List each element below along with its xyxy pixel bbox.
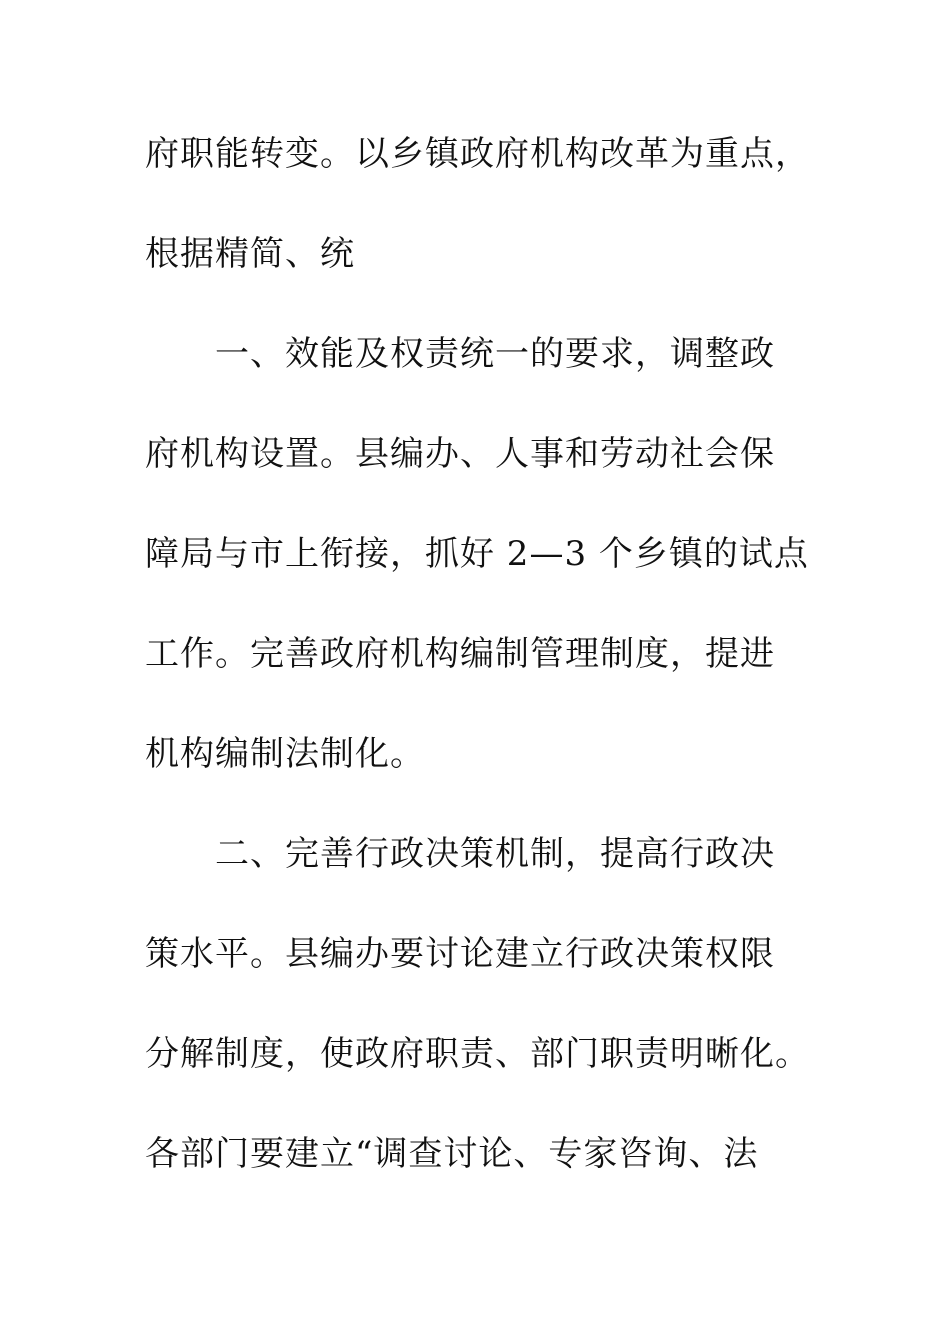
paragraph-1-first-line: 一、效能及权责统一的要求，调整政 <box>215 334 775 374</box>
text-line-10: 分解制度，使政府职责、部门职责明晰化。 <box>145 1034 810 1074</box>
text-line-2: 根据精简、统 <box>145 234 355 274</box>
text-line-5: 障局与市上衔接，抓好 2—3 个乡镇的试点 <box>145 534 809 574</box>
text-line-4: 府机构设置。县编办、人事和劳动社会保 <box>145 434 775 474</box>
text-line-1: 府职能转变。以乡镇政府机构改革为重点， <box>145 134 810 174</box>
paragraph-2-first-line: 二、完善行政决策机制，提高行政决 <box>215 834 775 874</box>
text-line-7: 机构编制法制化。 <box>145 734 425 774</box>
text-line-11: 各部门要建立“调查讨论、专家咨询、法 <box>145 1134 759 1174</box>
text-line-6: 工作。完善政府机构编制管理制度，提进 <box>145 634 775 674</box>
text-line-9: 策水平。县编办要讨论建立行政决策权限 <box>145 934 775 974</box>
